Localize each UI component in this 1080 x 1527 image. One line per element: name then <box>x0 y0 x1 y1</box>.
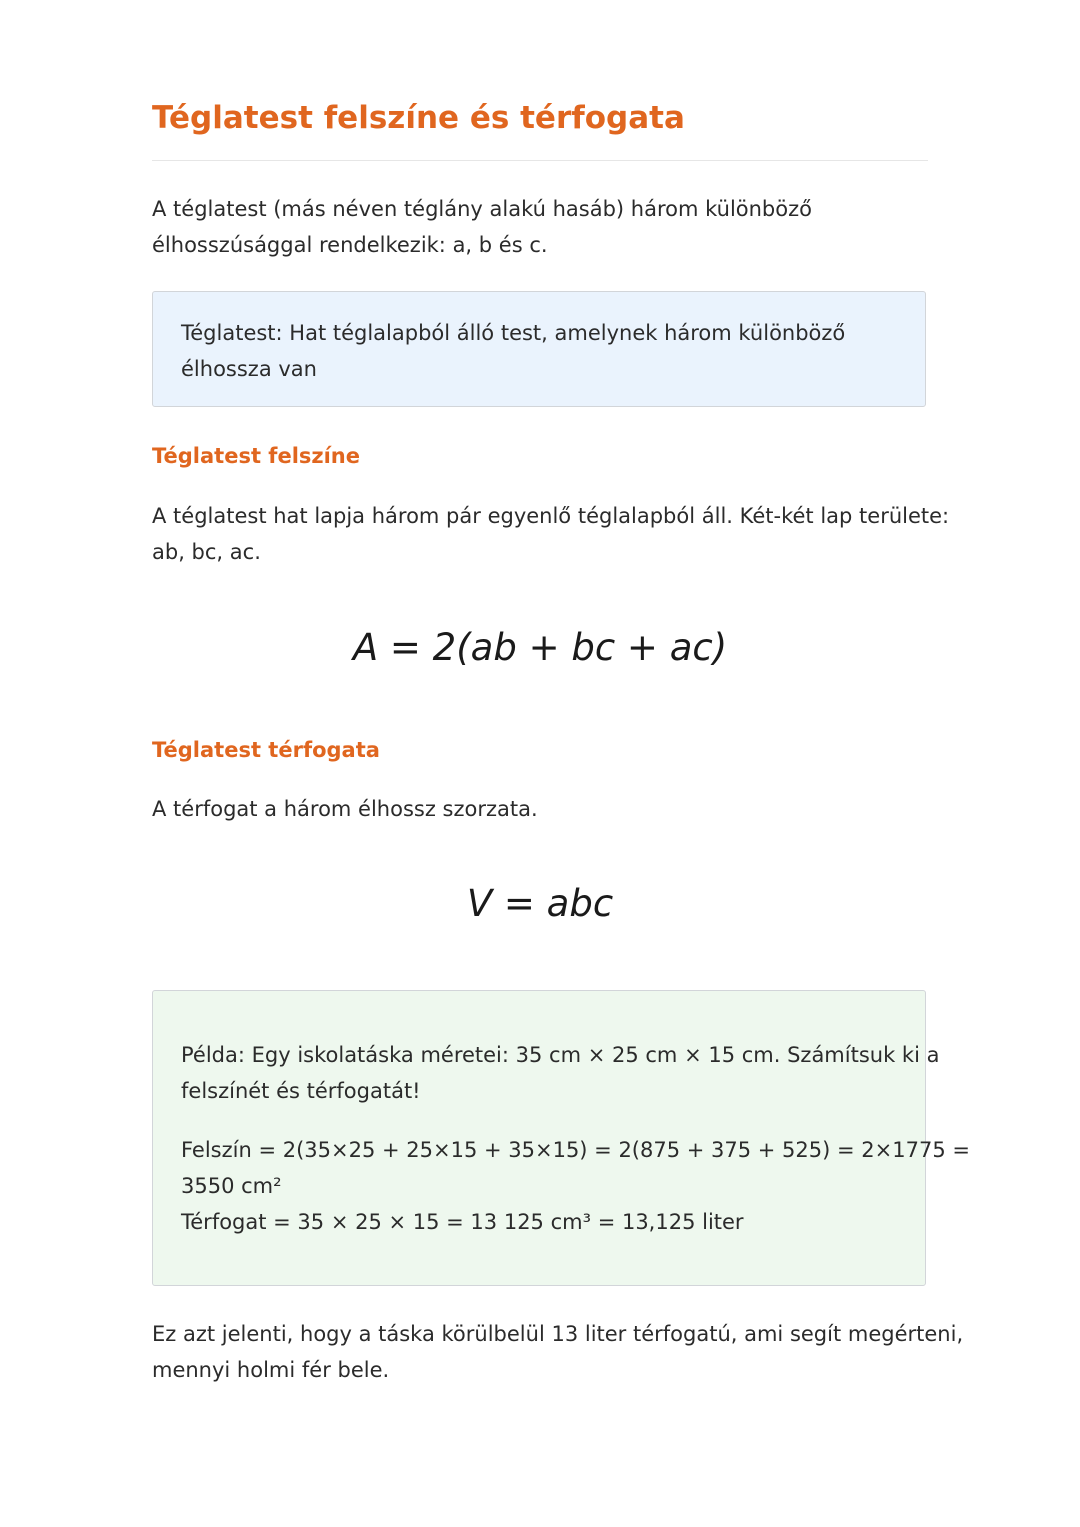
example-calc-surface-result: 3550 cm² <box>181 1174 282 1198</box>
example-question <box>181 1037 939 1109</box>
surface-paragraph <box>152 498 949 570</box>
intro-line-2: élhosszúsággal rendelkezik: a, b és c. <box>152 233 548 257</box>
definition-line-2: élhossza van <box>181 357 317 381</box>
example-calc-surface: Felszín = 2(35×25 + 25×15 + 35×15) = 2(875 + 375 + 525) = 2×1775 = <box>181 1138 970 1162</box>
surface-line-2: ab, bc, ac. <box>152 540 261 564</box>
example-line-1: Példa: Egy iskolatáska méretei: 35 cm × 25 cm × 15 cm. Számítsuk ki a <box>181 1043 940 1067</box>
title-divider <box>152 160 928 161</box>
definition-text <box>181 315 845 387</box>
volume-heading: Téglatest térfogata <box>152 738 380 762</box>
volume-paragraph <box>152 791 538 827</box>
definition-box <box>152 291 926 407</box>
example-box <box>152 990 970 1286</box>
surface-formula <box>152 626 928 669</box>
example-calc-volume: Térfogat = 35 × 25 × 15 = 13 125 cm³ = 13,125 liter <box>181 1210 744 1234</box>
definition-line-1: Téglatest: Hat téglalapból álló test, amelynek három különböző <box>181 321 846 345</box>
surface-heading: Téglatest felszíne <box>152 444 361 468</box>
conclusion-line-2: mennyi holmi fér bele. <box>152 1358 390 1382</box>
intro-line-1: A téglatest (más néven téglány alakú hasáb) három különböző <box>152 197 812 221</box>
conclusion-line-1: Ez azt jelenti, hogy a táska körülbelül 13 liter térfogatú, ami segít megérteni, <box>152 1322 964 1346</box>
conclusion-paragraph <box>152 1316 963 1388</box>
intro-paragraph <box>152 191 812 263</box>
example-line-2: felszínét és térfogatát! <box>181 1079 421 1103</box>
surface-line-1: A téglatest hat lapja három pár egyenlő téglalapból áll. Két-két lap területe: <box>152 504 950 528</box>
surface-formula-text: A = 2(ab + bc + ac) <box>352 626 728 669</box>
example-calculation <box>181 1132 970 1240</box>
page-title: Téglatest felszíne és térfogata <box>152 100 685 136</box>
volume-formula <box>152 882 928 925</box>
volume-line-1: A térfogat a három élhossz szorzata. <box>152 797 538 821</box>
volume-formula-text: V = abc <box>466 882 614 925</box>
